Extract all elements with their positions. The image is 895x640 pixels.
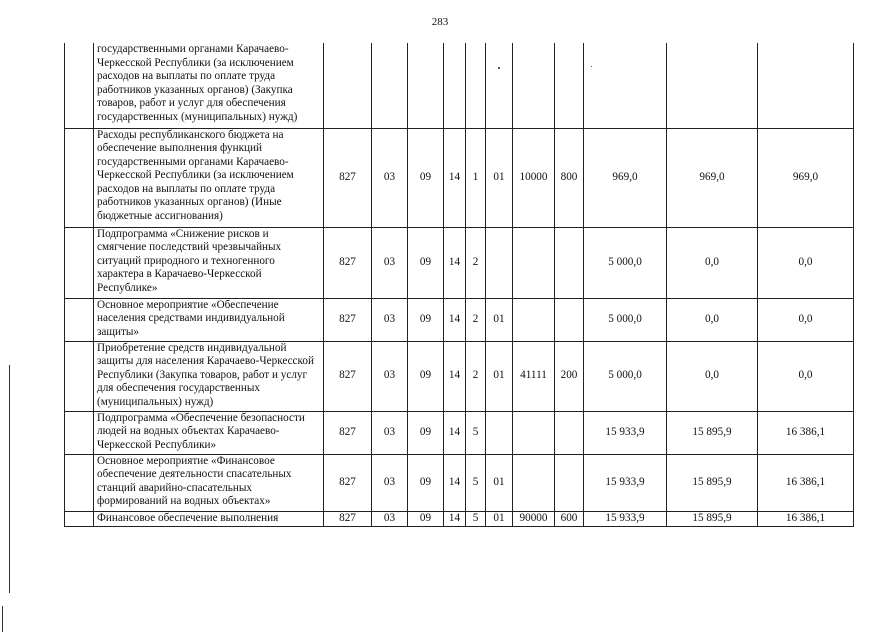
amount-year-2: 15 895,9 — [667, 454, 758, 511]
scan-speck — [498, 67, 500, 69]
amount-year-2: 15 895,9 — [667, 511, 758, 526]
code-event: 01 — [486, 341, 513, 411]
code-event: 01 — [486, 298, 513, 341]
row-description: Подпрограмма «Обеспечение безопасности людей на водных объектах Карачаево-Черкесской Республики» — [94, 411, 324, 454]
code-subsection: 09 — [408, 411, 444, 454]
amount-year-3: 0,0 — [758, 298, 854, 341]
table-row — [65, 227, 854, 298]
amount-year-1: 15 933,9 — [584, 411, 667, 454]
row-description: Приобретение средств индивидуальной защиты для населения Карачаево-Черкесской Республики (Закупка товаров, работ и услуг для обеспечения государственных (муниципальных) нужд) — [94, 341, 324, 411]
code-ministry — [324, 43, 372, 128]
scan-margin-line — [2, 606, 3, 632]
code-ministry: 827 — [324, 227, 372, 298]
amount-year-3: 16 386,1 — [758, 511, 854, 526]
amount-year-3 — [758, 43, 854, 128]
blank-cell — [65, 298, 94, 341]
code-section: 03 — [372, 128, 408, 227]
row-description: Основное мероприятие «Финансовое обеспечение деятельности спасательных станций аварийно-спасательных формирований на водных объектах» — [94, 454, 324, 511]
blank-cell — [65, 128, 94, 227]
code-section: 03 — [372, 454, 408, 511]
code-direction: 10000 — [513, 128, 555, 227]
code-subprogram: 5 — [466, 411, 486, 454]
code-subsection: 09 — [408, 227, 444, 298]
code-program: 14 — [444, 511, 466, 526]
amount-year-3: 16 386,1 — [758, 454, 854, 511]
code-section: 03 — [372, 298, 408, 341]
amount-year-1: 5 000,0 — [584, 227, 667, 298]
code-section: 03 — [372, 411, 408, 454]
code-section: 03 — [372, 227, 408, 298]
code-expense-type — [555, 454, 584, 511]
amount-year-1: 969,0 — [584, 128, 667, 227]
code-direction: 41111 — [513, 341, 555, 411]
code-subprogram: 1 — [466, 128, 486, 227]
amount-year-2: 15 895,9 — [667, 411, 758, 454]
code-event — [486, 227, 513, 298]
amount-year-1: 5 000,0 — [584, 298, 667, 341]
amount-year-3: 969,0 — [758, 128, 854, 227]
code-expense-type: 600 — [555, 511, 584, 526]
page-number: 283 — [431, 16, 449, 28]
code-direction — [513, 454, 555, 511]
scan-margin-line — [9, 365, 10, 593]
code-expense-type — [555, 43, 584, 128]
code-event — [486, 411, 513, 454]
blank-cell — [65, 454, 94, 511]
table-row — [65, 128, 854, 227]
code-program: 14 — [444, 227, 466, 298]
code-direction: 90000 — [513, 511, 555, 526]
row-description: государственными органами Карачаево-Черкесской Республики (за исключением расходов на выплаты по оплате труда работников указанных органов) (Закупка товаров, работ и услуг для обеспечения государственных (муниципальных) нужд) — [94, 43, 324, 128]
code-program — [444, 43, 466, 128]
table-row — [65, 411, 854, 454]
table-row — [65, 454, 854, 511]
row-description: Основное мероприятие «Обеспечение населения средствами индивидуальной защиты» — [94, 298, 324, 341]
code-program: 14 — [444, 411, 466, 454]
code-subprogram — [466, 43, 486, 128]
code-expense-type: 800 — [555, 128, 584, 227]
blank-cell — [65, 227, 94, 298]
code-program: 14 — [444, 454, 466, 511]
code-event: 01 — [486, 511, 513, 526]
code-ministry: 827 — [324, 298, 372, 341]
row-description: Расходы республиканского бюджета на обеспечение выполнения функций государственными органами Карачаево-Черкесской Республики (за исключением расходов на выплаты по оплате труда работников указанных органов) (Иные бюджетные ассигнования) — [94, 128, 324, 227]
code-direction — [513, 411, 555, 454]
blank-cell — [65, 411, 94, 454]
code-program: 14 — [444, 298, 466, 341]
code-expense-type — [555, 298, 584, 341]
row-description: Подпрограмма «Снижение рисков и смягчение последствий чрезвычайных ситуаций природного и техногенного характера в Карачаево-Черкесской Республике» — [94, 227, 324, 298]
code-ministry: 827 — [324, 411, 372, 454]
code-section: 03 — [372, 341, 408, 411]
code-subprogram: 2 — [466, 227, 486, 298]
code-event: 01 — [486, 128, 513, 227]
table-row — [65, 43, 854, 128]
scan-speck — [591, 66, 592, 67]
table-row — [65, 511, 854, 526]
code-event: 01 — [486, 454, 513, 511]
blank-cell — [65, 511, 94, 526]
code-section: 03 — [372, 511, 408, 526]
amount-year-1 — [584, 43, 667, 128]
table-row — [65, 341, 854, 411]
table-row — [65, 298, 854, 341]
amount-year-3: 0,0 — [758, 227, 854, 298]
amount-year-1: 15 933,9 — [584, 511, 667, 526]
code-subsection: 09 — [408, 128, 444, 227]
code-direction — [513, 227, 555, 298]
amount-year-3: 0,0 — [758, 341, 854, 411]
amount-year-2: 969,0 — [667, 128, 758, 227]
code-subsection: 09 — [408, 298, 444, 341]
code-subsection: 09 — [408, 511, 444, 526]
code-subsection — [408, 43, 444, 128]
code-subprogram: 2 — [466, 298, 486, 341]
code-ministry: 827 — [324, 511, 372, 526]
amount-year-2: 0,0 — [667, 341, 758, 411]
code-direction — [513, 43, 555, 128]
code-section — [372, 43, 408, 128]
budget-table — [64, 43, 854, 527]
code-expense-type: 200 — [555, 341, 584, 411]
code-subsection: 09 — [408, 341, 444, 411]
blank-cell — [65, 43, 94, 128]
amount-year-1: 5 000,0 — [584, 341, 667, 411]
code-program: 14 — [444, 128, 466, 227]
blank-cell — [65, 341, 94, 411]
amount-year-3: 16 386,1 — [758, 411, 854, 454]
code-expense-type — [555, 411, 584, 454]
code-program: 14 — [444, 341, 466, 411]
amount-year-2: 0,0 — [667, 298, 758, 341]
amount-year-2: 0,0 — [667, 227, 758, 298]
amount-year-2 — [667, 43, 758, 128]
code-ministry: 827 — [324, 454, 372, 511]
code-subsection: 09 — [408, 454, 444, 511]
code-event — [486, 43, 513, 128]
code-subprogram: 2 — [466, 341, 486, 411]
code-ministry: 827 — [324, 341, 372, 411]
code-expense-type — [555, 227, 584, 298]
code-direction — [513, 298, 555, 341]
code-subprogram: 5 — [466, 454, 486, 511]
row-description: Финансовое обеспечение выполнения — [94, 511, 324, 526]
amount-year-1: 15 933,9 — [584, 454, 667, 511]
code-subprogram: 5 — [466, 511, 486, 526]
code-ministry: 827 — [324, 128, 372, 227]
